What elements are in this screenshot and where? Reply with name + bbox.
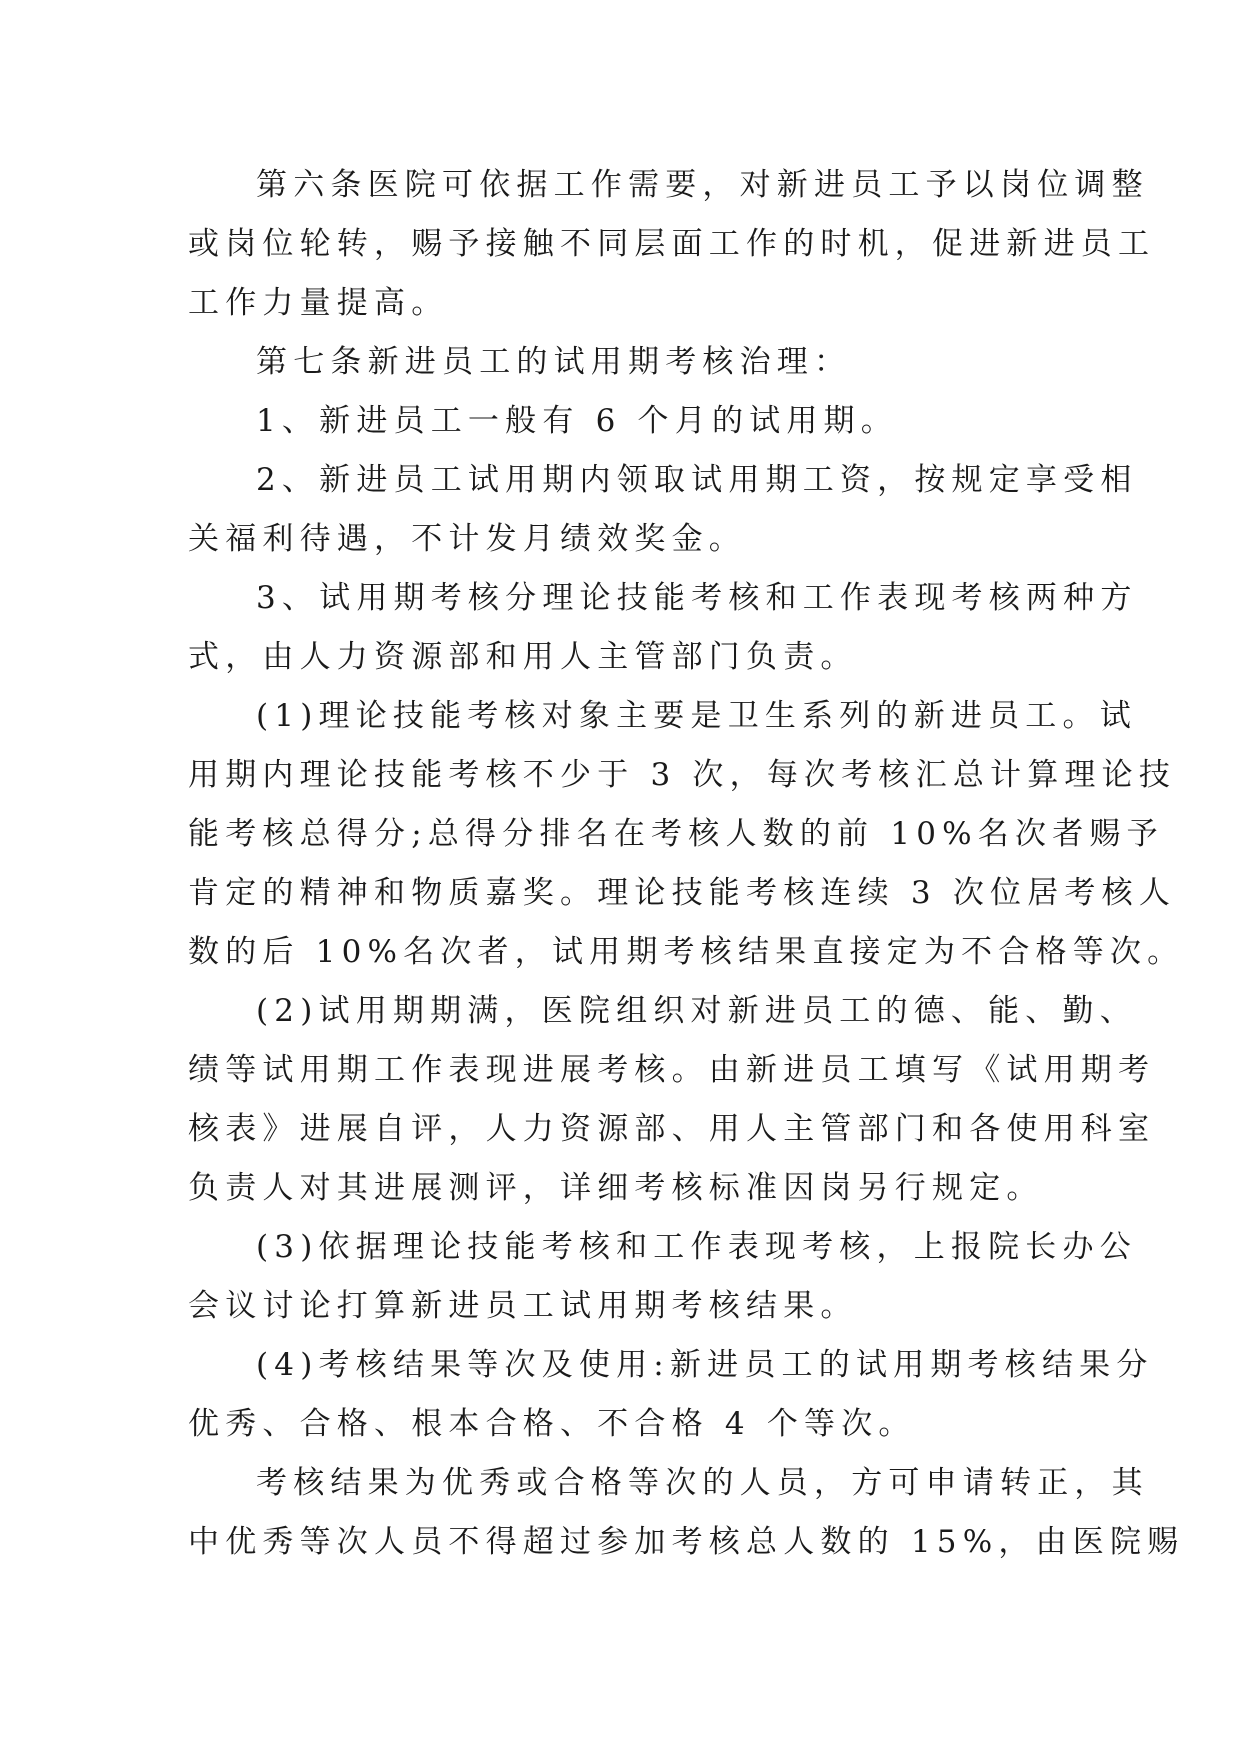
paragraph-subitem-4 <box>188 1336 1154 1454</box>
text-line: 优秀、合格、根本合格、不合格 4 个等次。 <box>188 1406 916 1442</box>
paragraph-item-2 <box>188 451 1138 569</box>
text-line: 肯定的精神和物质嘉奖。理论技能考核连续 3 次位居考核人 <box>188 875 1177 911</box>
text-line: 式，由人力资源部和用人主管部门负责。 <box>188 639 858 675</box>
paragraph-item-1 <box>188 392 1048 451</box>
text-line: 或岗位轮转，赐予接触不同层面工作的时机，促进新进员工 <box>188 226 1156 262</box>
text-line: 能考核总得分;总得分排名在考核人数的前 10%名次者赐予 <box>188 816 1164 852</box>
text-line: 第六条医院可依据工作需要，对新进员工予以岗位调整 <box>256 167 1149 203</box>
paragraph-subitem-2 <box>188 982 1156 1218</box>
text-line: 会议讨论打算新进员工试用期考核结果。 <box>188 1288 858 1324</box>
text-line: (2)试用期期满，医院组织对新进员工的德、能、勤、 <box>256 993 1137 1029</box>
text-line: 考核结果为优秀或合格等次的人员，方可申请转正，其 <box>256 1465 1149 1501</box>
paragraph-article-7 <box>188 333 1048 392</box>
text-line: (1)理论技能考核对象主要是卫生系列的新进员工。试 <box>256 698 1137 734</box>
paragraph-subitem-3 <box>188 1218 1137 1336</box>
paragraph-article-6 <box>188 156 1156 333</box>
paragraph-item-3 <box>188 569 1138 687</box>
text-line: 核表》进展自评，人力资源部、用人主管部门和各使用科室 <box>188 1111 1156 1147</box>
text-line: 3、试用期考核分理论技能考核和工作表现考核两种方 <box>256 580 1138 616</box>
paragraph-result-rules <box>188 1454 1185 1572</box>
text-line: 关福利待遇，不计发月绩效奖金。 <box>188 521 746 557</box>
document-body <box>188 156 1185 1572</box>
paragraph-subitem-1 <box>188 687 1185 982</box>
text-line: 用期内理论技能考核不少于 3 次，每次考核汇总计算理论技 <box>188 757 1177 793</box>
text-line: (4)考核结果等次及使用:新进员工的试用期考核结果分 <box>256 1347 1154 1383</box>
text-line: 1、新进员工一般有 6 个月的试用期。 <box>256 403 898 439</box>
text-line: 第七条新进员工的试用期考核治理： <box>256 344 852 380</box>
text-line: 中优秀等次人员不得超过参加考核总人数的 15%，由医院赐 <box>188 1524 1185 1560</box>
text-line: 绩等试用期工作表现进展考核。由新进员工填写《试用期考 <box>188 1052 1156 1088</box>
text-line: 数的后 10%名次者，试用期考核结果直接定为不合格等次。 <box>188 934 1185 970</box>
text-line: 2、新进员工试用期内领取试用期工资，按规定享受相 <box>256 462 1138 498</box>
text-line: 负责人对其进展测评，详细考核标准因岗另行规定。 <box>188 1170 1044 1206</box>
text-line: 工作力量提高。 <box>188 285 449 321</box>
text-line: (3)依据理论技能考核和工作表现考核，上报院长办公 <box>256 1229 1137 1265</box>
